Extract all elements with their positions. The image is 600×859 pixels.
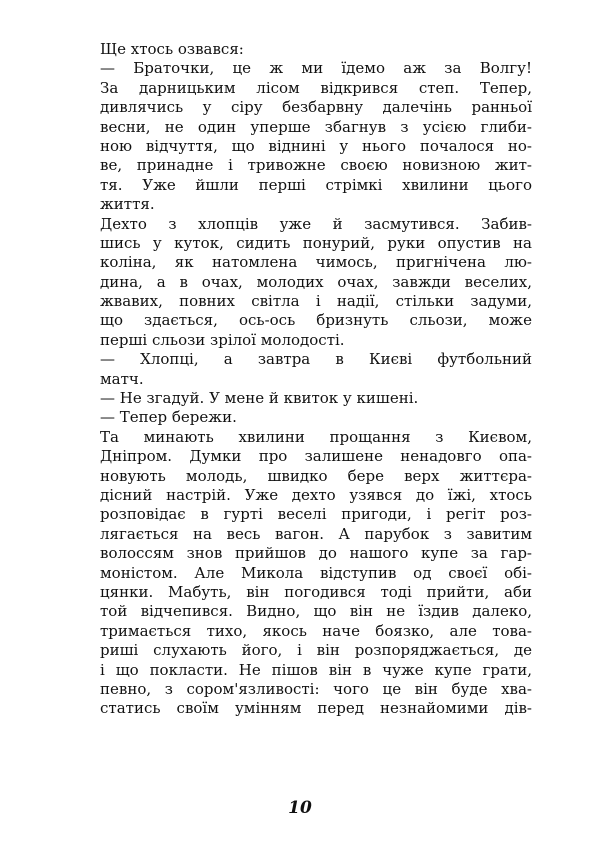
text-line: дивлячись у сіру безбарвну далечінь ранньої [100,98,532,117]
text-line: ве, принадне і тривожне своєю новизною жит- [100,156,532,175]
text-line: тя. Уже йшли перші стрімкі хвилини цього [100,175,532,194]
text-line: За дарницьким лісом відкрився степ. Тепер, [100,78,532,97]
text-line: перші сльози зрілої молодості. [100,330,345,349]
text-line: — Тепер бережи. [100,408,237,427]
text-line: — Хлопці, а завтра в Києві футбольний [100,350,532,369]
text-line: — Браточки, це ж ми їдемо аж за Волгу! [100,59,532,78]
body-text [100,40,532,719]
text-line: і що покласти. Не пішов він в чуже купе грати, [100,660,532,679]
text-line: Дніпром. Думки про залишене ненадовго опа- [100,447,532,466]
text-line: новують молодь, швидко бере верх життєра- [100,466,532,485]
text-line: статись своїм умінням перед незнайомими дів- [100,699,532,718]
text-line: дина, а в очах, молодих очах, завжди веселих, [100,272,532,291]
text-line: життя. [100,195,155,214]
text-line: весни, не один уперше збагнув з усією глиби- [100,117,532,136]
text-line: волоссям знов прийшов до нашого купе за гар- [100,544,532,563]
text-line: — Не згадуй. У мене й квиток у кишені. [100,389,419,408]
text-line: той відчепився. Видно, що він не їздив далеко, [100,602,532,621]
text-line: Дехто з хлопців уже й засмутився. Забив- [100,214,532,233]
text-line: лягається на весь вагон. А парубок з завитим [100,524,532,543]
text-line: Та минають хвилини прощання з Києвом, [100,427,532,446]
page-number: 10 [288,798,312,818]
text-line: певно, з сором'язливості: чого це він буде хва- [100,679,532,698]
text-line: шись у куток, сидить понурий, руки опустив на [100,233,532,252]
text-line: тримається тихо, якось наче боязко, але това- [100,621,532,640]
text-line: що здається, ось-ось бризнуть сльози, може [100,311,532,330]
text-line: ною відчуття, що віднині у нього почалося но- [100,136,532,155]
text-line: матч. [100,369,144,388]
text-line: дісний настрій. Уже дехто узявся до їжі, хтось [100,485,532,504]
text-line: цянки. Мабуть, він погодився тоді прийти, аби [100,582,532,601]
text-line: жвавих, повних світла і надії, стільки задуми, [100,292,532,311]
text-line: риші слухають його, і він розпоряджається, де [100,641,532,660]
text-line: розповідає в гурті веселі пригоди, і регіт роз- [100,505,532,524]
text-line: коліна, як натомлена чимось, пригнічена лю- [100,253,532,272]
text-line: моністом. Але Микола відступив од своєї обі- [100,563,532,582]
text-line: Ще хтось озвався: [100,40,244,58]
